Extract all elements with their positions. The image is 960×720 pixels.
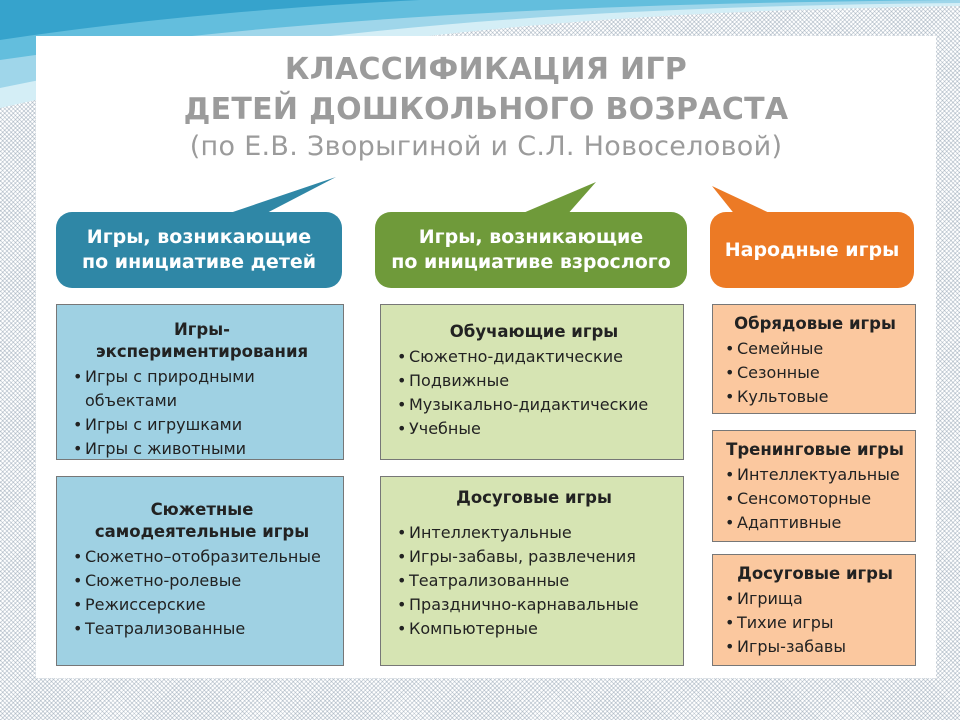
box-experimental-games [56,304,344,460]
list-item: • Игры с природными объектами [71,365,275,413]
list-item: • Подвижные [395,369,673,393]
box-leisure-games-adult [380,476,684,666]
title-line-3: (по Е.В. Зворыгиной и С.Л. Новоселовой) [189,131,783,162]
box-list [71,365,333,461]
category-children-label-line-2: по инициативе детей [81,251,317,273]
list-item: • Сюжетно-дидактические [395,345,673,369]
list-item: • Адаптивные [723,511,907,535]
list-item: • Сюжетно–отобразительные [71,545,333,569]
list-item: • Игры-забавы [723,635,907,659]
list-item: • Игрища [723,587,907,611]
category-adult-label-line-1: Игры, возникающие [418,226,644,249]
list-item: • Тихие игры [723,611,907,635]
list-item: • Театрализованные [395,569,673,593]
box-educational-games [380,304,684,460]
box-heading: Игры-экспериментирования [95,320,309,361]
list-item: • Культовые [723,385,907,409]
list-item: • Игры с животными [71,437,333,461]
list-item: • Игры с игрушками [71,413,333,437]
box-ritual-games [712,304,916,414]
box-list [723,337,907,409]
box-heading: Обрядовые игры [734,314,896,333]
box-list [395,521,673,641]
title-line-2: ДЕТЕЙ ДОШКОЛЬНОГО ВОЗРАСТА [183,92,789,127]
slide [36,36,936,678]
list-item: • Учебные [395,417,673,441]
list-item: • Компьютерные [395,617,673,641]
box-heading: Тренинговые игры [726,440,904,459]
box-heading: Обучающие игры [449,322,619,341]
list-item: • Сезонные [723,361,907,385]
callout-tail-children [221,177,336,216]
list-item: • Интеллектуальные [395,521,673,545]
title-line-1: КЛАССИФИКАЦИЯ ИГР [284,52,688,87]
box-list [71,545,333,641]
list-item: • Интеллектуальные [723,463,907,487]
category-children-label-line-1: Игры, возникающие [86,226,312,249]
callout-tail-adult [516,182,596,216]
list-item: • Игры-забавы, развлечения [395,545,673,569]
list-item: • Театрализованные [71,617,333,641]
list-item: • Семейные [723,337,907,361]
box-heading: Досуговые игры [456,488,612,507]
box-list [723,587,907,659]
category-children-bubble [56,212,342,288]
category-adult-label-line-2: по инициативе взрослого [391,251,671,273]
list-item: • Сюжетно-ролевые [71,569,333,593]
box-training-games [712,430,916,542]
box-list [723,463,907,535]
box-heading: Сюжетные самодеятельные игры [94,500,310,541]
list-item: • Празднично-карнавальные [395,593,673,617]
list-item: • Музыкально-дидактические [395,393,673,417]
box-leisure-games-folk [712,554,916,666]
box-plot-games [56,476,344,666]
category-folk-bubble [710,212,914,288]
category-adult-bubble [375,212,687,288]
callout-tails [36,36,936,336]
list-item: • Сенсомоторные [723,487,907,511]
box-list [395,345,673,441]
category-folk-label: Народные игры [724,238,900,261]
box-heading: Досуговые игры [737,564,893,583]
list-item: • Режиссерские [71,593,333,617]
